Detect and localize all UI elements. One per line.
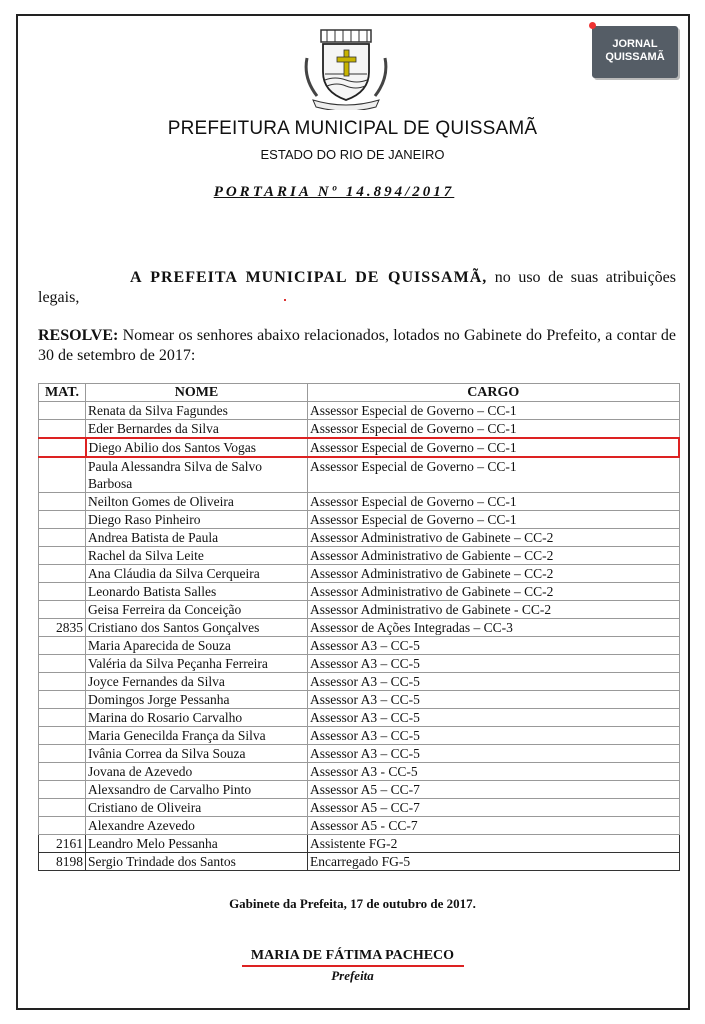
- row-cargo: Assessor A5 – CC-7: [308, 781, 680, 799]
- row-mat: [39, 457, 86, 493]
- row-cargo: Assistente FG-2: [308, 835, 680, 853]
- row-mat: [39, 601, 86, 619]
- intro-rest: no uso de suas atribuições legais,: [38, 269, 677, 306]
- row-nome: Renata da Silva Fagundes: [86, 402, 308, 420]
- row-mat: 2161: [39, 835, 86, 853]
- row-mat: [39, 637, 86, 655]
- row-nome: Diego Abilio dos Santos Vogas: [86, 438, 308, 457]
- row-mat: [39, 511, 86, 529]
- row-cargo: Assessor Especial de Governo – CC-1: [308, 438, 680, 457]
- row-nome: Jovana de Azevedo: [86, 763, 308, 781]
- resolve-rest: Nomear os senhores abaixo relacionados, lotados no Gabinete do Prefeito, a contar de 30 de setembro de 2017:: [38, 327, 676, 364]
- row-nome: Alexsandro de Carvalho Pinto: [86, 781, 308, 799]
- row-cargo: Assessor A5 - CC-7: [308, 817, 680, 835]
- row-nome: Ana Cláudia da Silva Cerqueira: [86, 565, 308, 583]
- row-cargo: Assessor A5 – CC-7: [308, 799, 680, 817]
- row-nome: Andrea Batista de Paula: [86, 529, 308, 547]
- row-cargo: Assessor Administrativo de Gabiente – CC-2: [308, 547, 680, 565]
- table-row: [39, 547, 680, 565]
- table-row: [39, 402, 680, 420]
- row-cargo: Assessor Especial de Governo – CC-1: [308, 493, 680, 511]
- row-mat: 2835: [39, 619, 86, 637]
- row-nome: Paula Alessandra Silva de Salvo Barbosa: [86, 457, 308, 493]
- row-nome: Domingos Jorge Pessanha: [86, 691, 308, 709]
- row-cargo: Assessor A3 - CC-5: [308, 763, 680, 781]
- row-cargo: Assessor Especial de Governo – CC-1: [308, 511, 680, 529]
- row-nome: Leandro Melo Pessanha: [86, 835, 308, 853]
- signature-underline: [242, 965, 464, 967]
- row-cargo: Assessor Especial de Governo – CC-1: [308, 420, 680, 439]
- row-mat: [39, 673, 86, 691]
- row-cargo: Assessor Administrativo de Gabinete - CC-2: [308, 601, 680, 619]
- table-row: [39, 799, 680, 817]
- row-mat: [39, 745, 86, 763]
- row-cargo: Assessor A3 – CC-5: [308, 637, 680, 655]
- row-mat: [39, 529, 86, 547]
- row-nome: Neilton Gomes de Oliveira: [86, 493, 308, 511]
- table-row: [39, 637, 680, 655]
- row-mat: [39, 438, 86, 457]
- page-subtitle: ESTADO DO RIO DE JANEIRO: [260, 147, 445, 162]
- table-row: [39, 853, 680, 871]
- table-row: [39, 457, 680, 493]
- table-row: [39, 709, 680, 727]
- row-mat: [39, 402, 86, 420]
- row-cargo: Assessor Especial de Governo – CC-1: [308, 457, 680, 493]
- row-mat: [39, 493, 86, 511]
- table-row: [39, 601, 680, 619]
- row-cargo: Assessor Especial de Governo – CC-1: [308, 402, 680, 420]
- jornal-quissama-badge: [592, 26, 678, 78]
- table-row: [39, 763, 680, 781]
- row-nome: Sergio Trindade dos Santos: [86, 853, 308, 871]
- table-row: [39, 529, 680, 547]
- table-row: [39, 673, 680, 691]
- intro-lead: A PREFEITA MUNICIPAL DE QUISSAMÃ,: [130, 269, 488, 286]
- row-cargo: Assessor A3 – CC-5: [308, 709, 680, 727]
- row-mat: [39, 709, 86, 727]
- row-nome: Valéria da Silva Peçanha Ferreira: [86, 655, 308, 673]
- table-row: [39, 493, 680, 511]
- row-nome: Alexandre Azevedo: [86, 817, 308, 835]
- portaria-number: PORTARIA Nº 14.894/2017: [213, 184, 455, 200]
- row-mat: [39, 727, 86, 745]
- row-cargo: Encarregado FG-5: [308, 853, 680, 871]
- table-row: [39, 817, 680, 835]
- row-nome: Marina do Rosario Carvalho: [86, 709, 308, 727]
- signatory-title: Prefeita: [331, 968, 374, 983]
- row-cargo: Assessor de Ações Integradas – CC-3: [308, 619, 680, 637]
- table-row: [39, 511, 680, 529]
- table-row: [39, 781, 680, 799]
- row-cargo: Assessor A3 – CC-5: [308, 727, 680, 745]
- paragraph-resolve: [38, 326, 676, 366]
- row-cargo: Assessor Administrativo de Gabinete – CC-2: [308, 583, 680, 601]
- row-nome: Cristiano dos Santos Gonçalves: [86, 619, 308, 637]
- row-mat: [39, 547, 86, 565]
- row-mat: [39, 799, 86, 817]
- closing-line: Gabinete da Prefeita, 17 de outubro de 2017.: [229, 896, 476, 911]
- row-mat: [39, 420, 86, 439]
- row-cargo: Assessor A3 – CC-5: [308, 673, 680, 691]
- row-mat: [39, 583, 86, 601]
- row-nome: Cristiano de Oliveira: [86, 799, 308, 817]
- row-nome: Rachel da Silva Leite: [86, 547, 308, 565]
- header-mat: MAT.: [39, 384, 86, 402]
- row-nome: Maria Genecilda França da Silva: [86, 727, 308, 745]
- paragraph-intro: [38, 268, 676, 308]
- header-cargo: CARGO: [308, 384, 680, 402]
- table-row: [39, 745, 680, 763]
- pin-icon: [589, 22, 596, 29]
- table-header-row: [39, 384, 680, 402]
- table-row: [39, 583, 680, 601]
- row-mat: 8198: [39, 853, 86, 871]
- appointments-table: [38, 383, 680, 871]
- row-mat: [39, 565, 86, 583]
- row-nome: Ivânia Correa da Silva Souza: [86, 745, 308, 763]
- header-nome: NOME: [86, 384, 308, 402]
- row-nome: Maria Aparecida de Souza: [86, 637, 308, 655]
- row-mat: [39, 655, 86, 673]
- badge-line-1: JORNAL: [612, 38, 658, 50]
- row-mat: [39, 691, 86, 709]
- table-row: [39, 691, 680, 709]
- signatory-name: MARIA DE FÁTIMA PACHECO: [250, 948, 455, 963]
- table-row: [39, 619, 680, 637]
- coat-of-arms-logo: [303, 28, 389, 110]
- row-nome: Eder Bernardes da Silva: [86, 420, 308, 439]
- table-row: [39, 420, 680, 439]
- row-mat: [39, 781, 86, 799]
- row-cargo: Assessor A3 – CC-5: [308, 691, 680, 709]
- row-mat: [39, 763, 86, 781]
- table-row: [39, 655, 680, 673]
- row-cargo: Assessor A3 – CC-5: [308, 745, 680, 763]
- table-row: [39, 565, 680, 583]
- row-nome: Leonardo Batista Salles: [86, 583, 308, 601]
- row-nome: Geisa Ferreira da Conceição: [86, 601, 308, 619]
- row-cargo: Assessor Administrativo de Gabinete – CC-2: [308, 565, 680, 583]
- row-mat: [39, 817, 86, 835]
- red-mark: [284, 299, 286, 301]
- resolve-lead: RESOLVE:: [38, 327, 119, 344]
- row-nome: Diego Raso Pinheiro: [86, 511, 308, 529]
- row-nome: Joyce Fernandes da Silva: [86, 673, 308, 691]
- table-row: [39, 835, 680, 853]
- page-title: PREFEITURA MUNICIPAL DE QUISSAMÃ: [167, 118, 538, 139]
- row-cargo: Assessor Administrativo de Gabinete – CC-2: [308, 529, 680, 547]
- table-row: [39, 727, 680, 745]
- row-cargo: Assessor A3 – CC-5: [308, 655, 680, 673]
- table-row: [39, 438, 680, 457]
- badge-line-2: QUISSAMÃ: [605, 51, 665, 63]
